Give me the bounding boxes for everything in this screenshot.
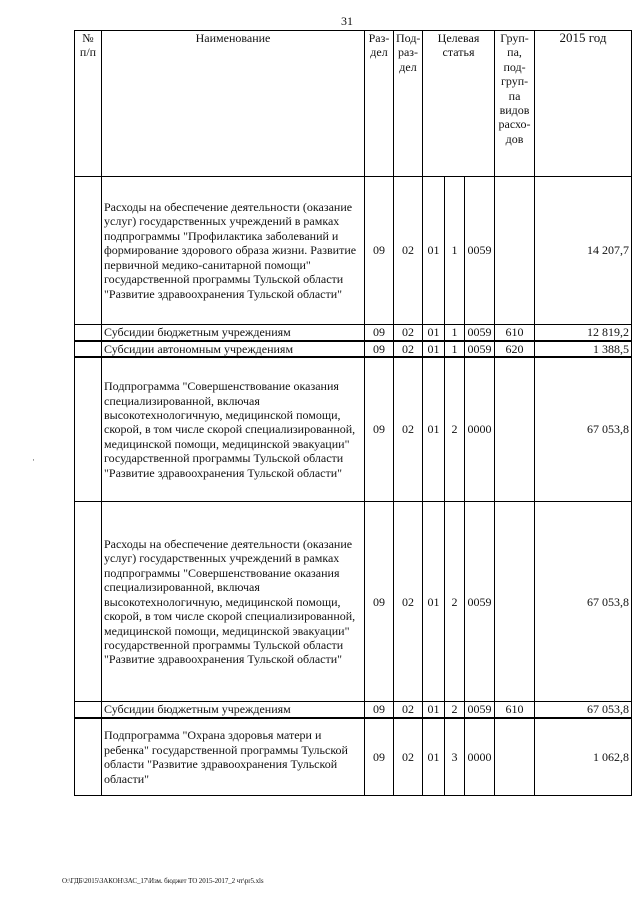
row-name: Подпрограмма "Охрана здоровья матери и ребенка" государственной программы Тульской области "Развитие здравоохранения Тульской области" [102,718,365,796]
row-cs2: 1 [445,341,465,357]
row-razdel: 09 [365,177,394,325]
row-amount: 1 388,5 [535,341,632,357]
row-cs1: 01 [423,502,445,702]
row-cs2: 3 [445,718,465,796]
row-podrazdel: 02 [394,702,423,718]
header-year: 2015 год [535,31,632,177]
table-row [75,502,632,702]
header-row [75,31,632,177]
row-vid: 620 [495,341,535,357]
table-row [75,357,632,502]
row-cs2: 1 [445,177,465,325]
page-number: 31 [341,14,353,28]
row-name: Расходы на обеспечение деятельности (оказание услуг) государственных учреждений в рамках подпрограммы "Профилактика заболеваний и формирование здорового образа жизни. Развитие первичной медико-санитарной помощи" государственной программы Тульской области "Развитие здравоохранения Тульской области" [102,177,365,325]
row-cs2: 2 [445,357,465,502]
row-vid [495,357,535,502]
header-gruppa: Груп-па, под-груп-па видов расхо-дов [495,31,535,177]
row-cs1: 01 [423,718,445,796]
row-podrazdel: 02 [394,325,423,341]
row-podrazdel: 02 [394,502,423,702]
row-cs3: 0000 [465,357,495,502]
row-cs1: 01 [423,341,445,357]
row-cs1: 01 [423,702,445,718]
row-cs2: 2 [445,702,465,718]
row-vid: 610 [495,325,535,341]
table-row [75,702,632,718]
row-vid [495,177,535,325]
row-amount: 67 053,8 [535,502,632,702]
table-row [75,341,632,357]
row-name: Подпрограмма "Совершенствование оказания специализированной, включая высокотехнологичную, медицинской помощи, скорой, в том числе скорой специализированной, медицинской помощи, медицинской эвакуации" государственной программы Тульской области "Развитие здравоохранения Тульской области" [102,357,365,502]
row-razdel: 09 [365,357,394,502]
table-row [75,177,632,325]
row-amount: 67 053,8 [535,357,632,502]
row-razdel: 09 [365,341,394,357]
row-podrazdel: 02 [394,177,423,325]
row-name: Субсидии бюджетным учреждениям [102,325,365,341]
row-cs1: 01 [423,357,445,502]
budget-table [74,30,632,796]
row-amount: 67 053,8 [535,702,632,718]
row-cs3: 0059 [465,325,495,341]
row-cs3: 0000 [465,718,495,796]
row-cs1: 01 [423,325,445,341]
row-vid [495,502,535,702]
row-amount: 14 207,7 [535,177,632,325]
header-num: № п/п [75,31,102,177]
row-cs3: 0059 [465,177,495,325]
row-name: Расходы на обеспечение деятельности (оказание услуг) государственных учреждений в рамках подпрограммы "Совершенствование оказания специализированной, включая высокотехнологичную, медицинской помощи, скорой, в том числе скорой специализированной, медицинской помощи, медицинской эвакуации" государственной программы Тульской области "Развитие здравоохранения Тульской области" [102,502,365,702]
row-amount: 1 062,8 [535,718,632,796]
scan-speck: · [32,455,35,465]
row-cs1: 01 [423,177,445,325]
row-cs3: 0059 [465,702,495,718]
table-row [75,718,632,796]
file-path-footer: O:\ГДБ\2015\ЗАКОН\ЗАС_17\Изм. бюджет ТО 2015-2017_2 чт\pr5.xls [62,877,264,885]
row-razdel: 09 [365,502,394,702]
row-cs3: 0059 [465,502,495,702]
header-celevaya: Целевая статья [423,31,495,177]
row-razdel: 09 [365,325,394,341]
row-name: Субсидии бюджетным учреждениям [102,702,365,718]
header-podrazdel: Под-раз-дел [394,31,423,177]
row-vid: 610 [495,702,535,718]
row-vid [495,718,535,796]
table-row [75,325,632,341]
row-podrazdel: 02 [394,718,423,796]
row-cs2: 1 [445,325,465,341]
row-razdel: 09 [365,718,394,796]
row-podrazdel: 02 [394,357,423,502]
row-name: Субсидии автономным учреждениям [102,341,365,357]
row-cs2: 2 [445,502,465,702]
header-name: Наименование [102,31,365,177]
row-podrazdel: 02 [394,341,423,357]
row-razdel: 09 [365,702,394,718]
row-amount: 12 819,2 [535,325,632,341]
header-razdel: Раз-дел [365,31,394,177]
row-cs3: 0059 [465,341,495,357]
